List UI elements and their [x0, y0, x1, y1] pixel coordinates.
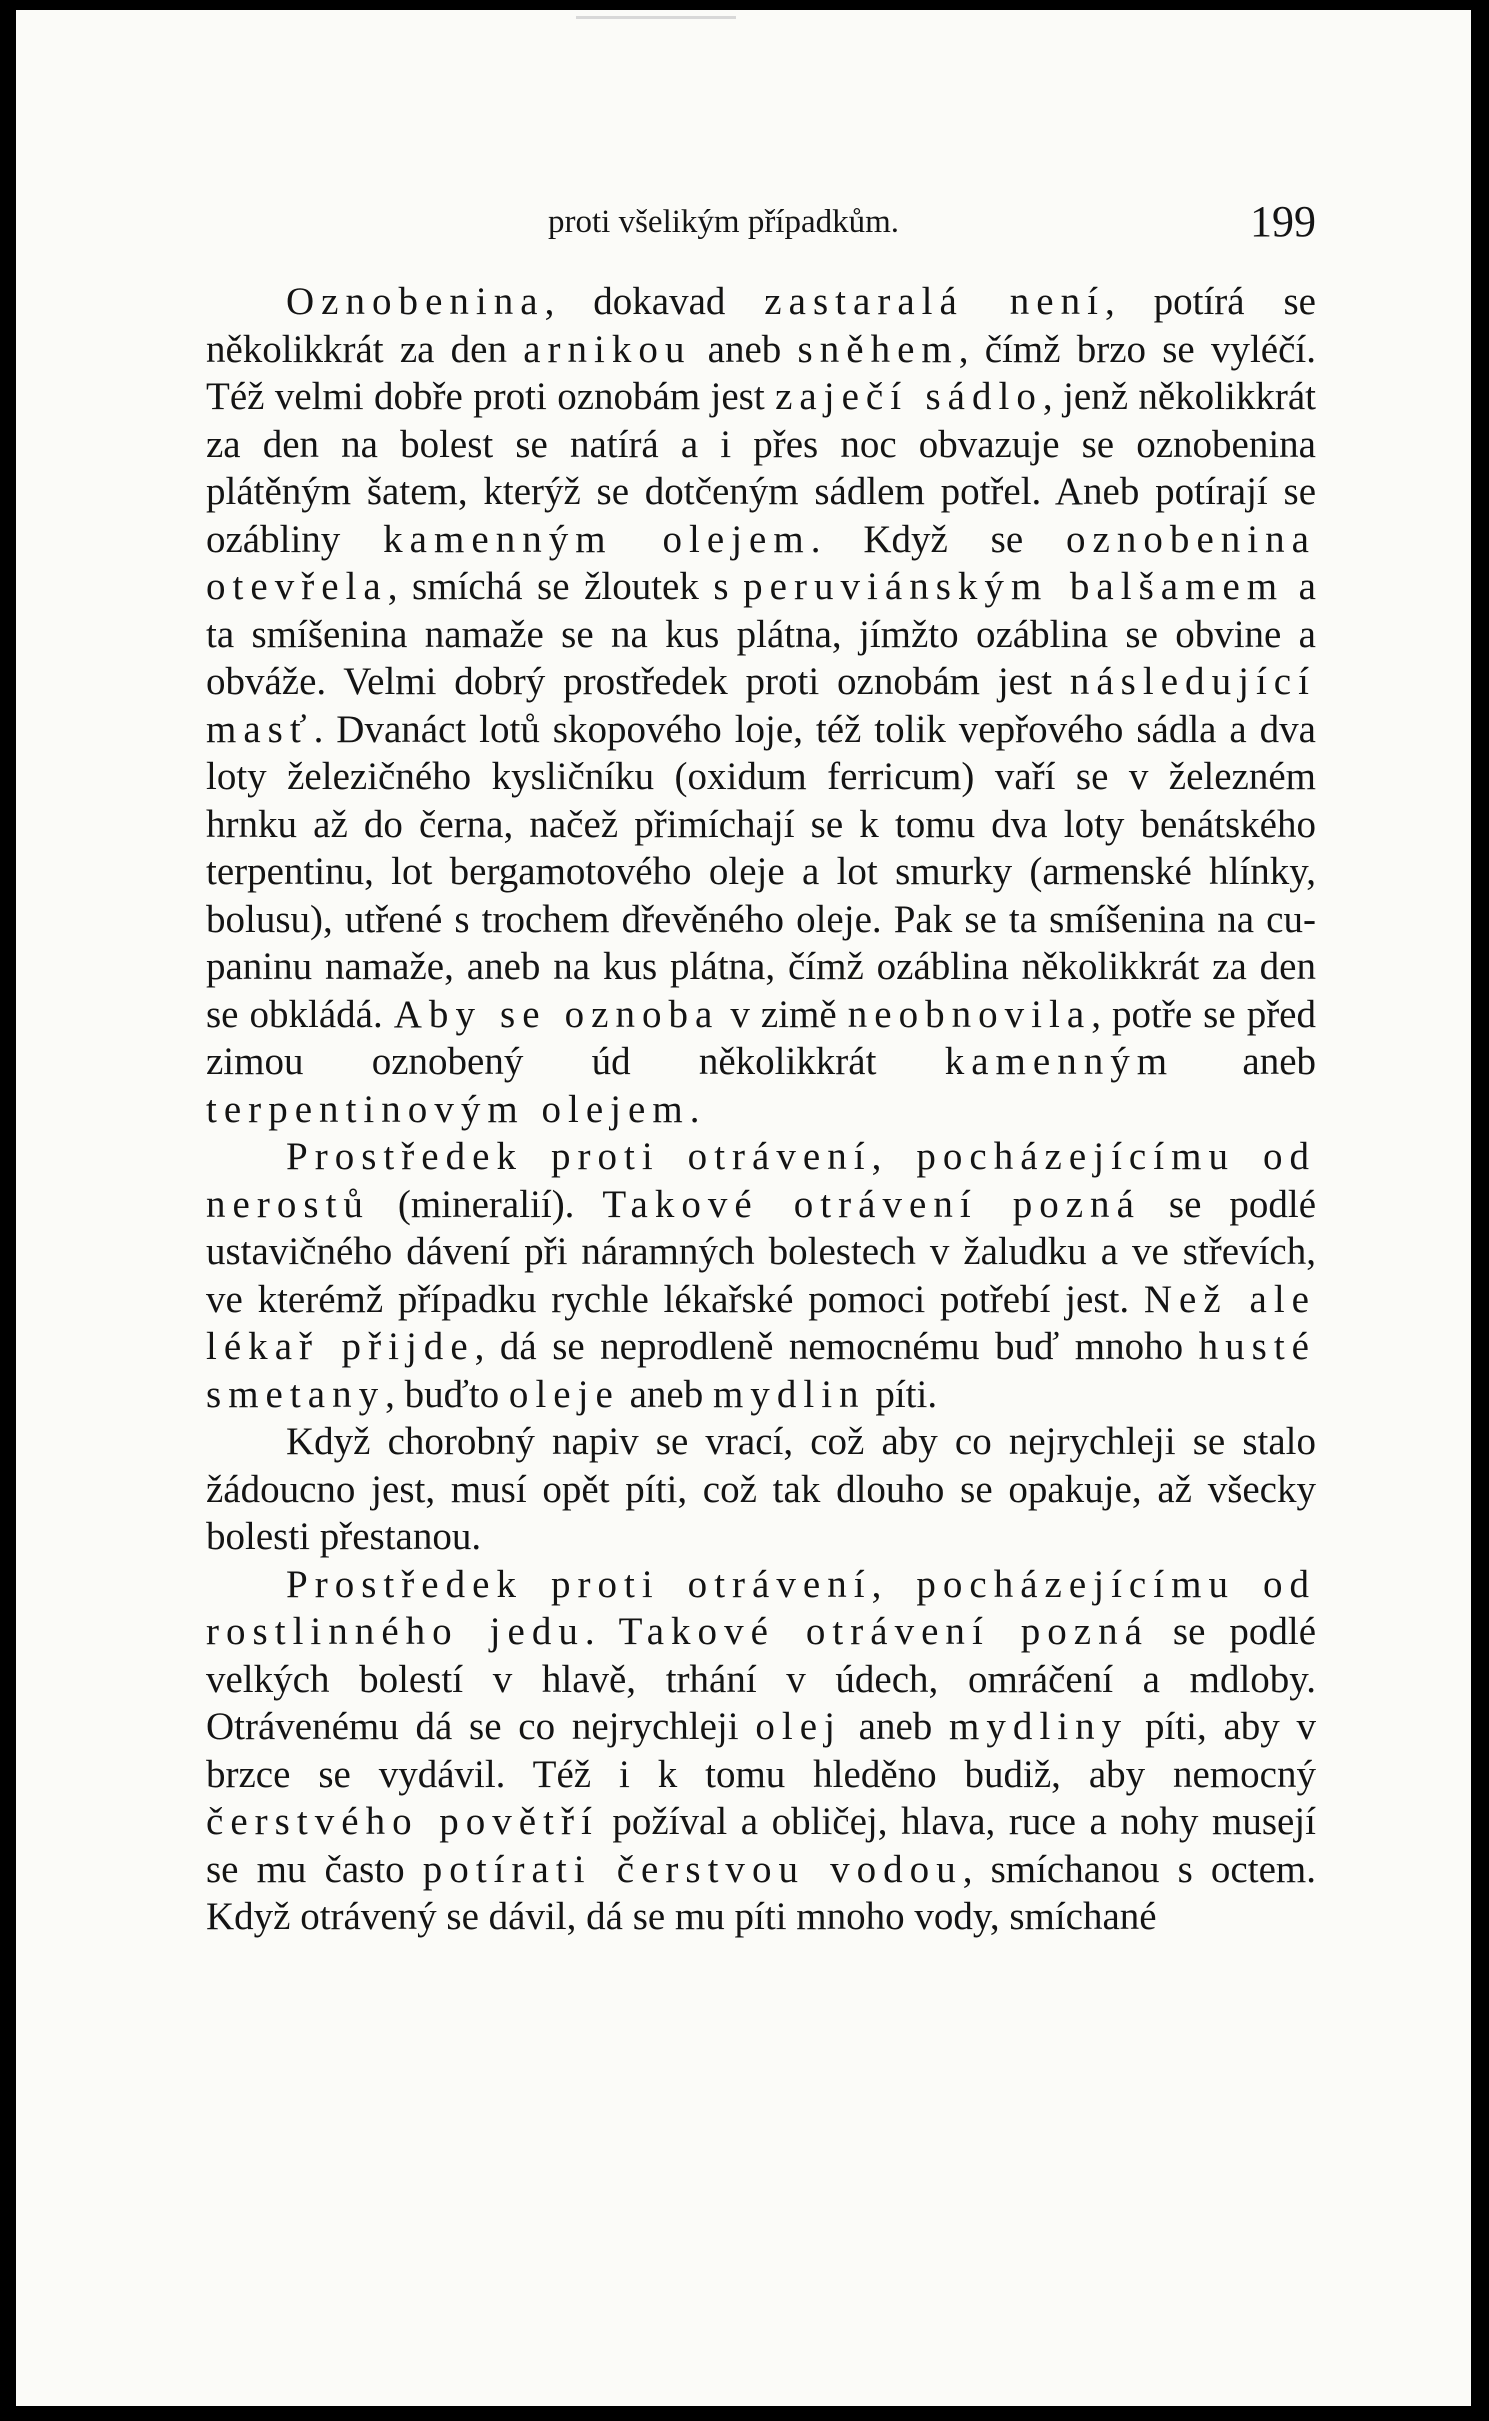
text-run: , potírá se několikkrát za den [206, 280, 1316, 371]
spaced-emphasis: Aby se oznoba [393, 992, 720, 1036]
spaced-emphasis: následující masť [206, 660, 1316, 751]
text-run: , jenž několikkrát za den na bolest se natírá a i přes noc obvazuje se oznobenina plátěným šatem, kterýž se dotčeným sádlem potřel. Aneb potírají se ozábliny [206, 375, 1316, 561]
spaced-emphasis: čerstvého povětří [206, 1800, 599, 1843]
text-run: požíval a obličej, hlava, ruce a nohy musejí se mu často [206, 1800, 1316, 1891]
text-run: (mineralií). [369, 1182, 603, 1226]
text-run: Když chorobný napiv se vrací, což aby co nejrychleji se stalo žádoucno jest, musí opět píti, což tak dlouho se opakuje, až všecky bolesti přestanou. [206, 1420, 1316, 1558]
text-run: , dokavad [544, 280, 765, 323]
spaced-emphasis: Prostředek proti otrávení, pocházejícímu od rostlinného jedu [206, 1562, 1316, 1653]
text-run: aneb [619, 1372, 713, 1416]
text-run: , dá se neprodleně nemocnému buď mnoho [474, 1325, 1199, 1368]
page-number: 199 [1250, 197, 1316, 246]
paragraph-otraveni-rostliny [206, 1561, 1316, 1941]
paragraph-napiv [206, 1418, 1316, 1561]
text-run: , smíchanou s octem. Když otrávený se dávil, dá se mu píti mnoho vody, smíchané [206, 1847, 1316, 1938]
spaced-emphasis: husté smetany [206, 1325, 1317, 1416]
text-run: , čímž brzo se vyléčí. Též velmi dobře proti oznobám jest [206, 327, 1316, 418]
spaced-emphasis: Oznobenina [286, 280, 545, 323]
spaced-emphasis: mydlin [712, 1372, 866, 1416]
spaced-emphasis: sněhem [797, 327, 959, 371]
spaced-emphasis: Než ale lékař přijde [206, 1277, 1317, 1368]
spaced-emphasis: mydliny [949, 1705, 1129, 1748]
top-edge-rule [576, 16, 736, 19]
text-run: se podlé ustavičného dávení při náramných bolestech v žaludku a ve střevích, ve kterémž případku rychle lékařské pomoci potřebí jest. [206, 1182, 1317, 1321]
spaced-emphasis: terpentinovým olejem [206, 1087, 690, 1131]
text-run: píti, aby v brzce se vydávil. Též i k tomu hleděno budiž, aby nemocný [206, 1705, 1317, 1796]
spaced-emphasis: neobnovila [847, 992, 1092, 1036]
text-run: . Když se [810, 517, 1067, 561]
text-run: . [584, 1610, 619, 1653]
text-run: aneb [841, 1705, 950, 1748]
text-run: , potře se před zimou oznobený úd několikkrát [206, 992, 1316, 1083]
running-head [206, 197, 1316, 252]
text-run: . [689, 1087, 700, 1131]
text-run: aneb [1174, 1040, 1317, 1083]
paragraph-oznobenina [206, 278, 1316, 1133]
text-run: a ta smíšenina namaže se na kus plátna, jímžto ozáblina se obvine a obváže. Velmi dobrý prostředek proti oznobám jest [206, 565, 1316, 703]
running-title: proti všelikým případkům. [548, 204, 900, 240]
text-run: . Dvanáct lotů skopového loje, též tolik vepřového sádla a dva loty železičného kysličníku (oxidum ferricum) vaří se v železném hrnku až do černa, načež přimíchají se k tomu dva loty benátského terpentinu, lot bergamotového oleje a lot smurky (armenské hlínky, bolusu), utřené s trochem dřevěného oleje. Pak se ta smíšenina na cupaninu namaže, aneb na kus plátna, čímž ozáblina několikkrát za den se obkládá. [206, 707, 1316, 1036]
spaced-emphasis: olej [755, 1705, 842, 1748]
spaced-emphasis: zaječí sádlo [775, 375, 1043, 418]
spaced-emphasis: arnikou [523, 327, 692, 371]
text-run: v zimě [719, 992, 848, 1036]
spaced-emphasis: peruviánským balšamem [743, 565, 1285, 608]
spaced-emphasis: Takové otrávení pozná [602, 1182, 1141, 1226]
text-run: , buďto [385, 1372, 509, 1416]
spaced-emphasis: kamenným olejem [383, 517, 811, 561]
body-text [206, 278, 1316, 1941]
text-run: se podlé velkých bolestí v hlavě, trhání v údech, omráčení a mdloby. Otrávenému dá se co nejrychleji [206, 1610, 1317, 1748]
spaced-emphasis: Takové otrávení pozná [618, 1610, 1149, 1653]
text-run: , smíchá se žloutek s [387, 565, 744, 608]
book-page [16, 10, 1471, 2406]
text-run: aneb [691, 327, 798, 371]
text-run: píti. [865, 1372, 938, 1416]
spaced-emphasis: zastaralá není [764, 280, 1105, 323]
spaced-emphasis: oleje [508, 1372, 620, 1416]
spaced-emphasis: oznobenina otevřela [206, 517, 1316, 608]
paragraph-otraveni-nerosty [206, 1133, 1316, 1418]
spaced-emphasis: potírati čerstvou vodou [422, 1847, 963, 1891]
spaced-emphasis: kamenným [944, 1040, 1175, 1083]
spaced-emphasis: Prostředek proti otrávení, pocházejícímu od nerostů [206, 1135, 1316, 1226]
